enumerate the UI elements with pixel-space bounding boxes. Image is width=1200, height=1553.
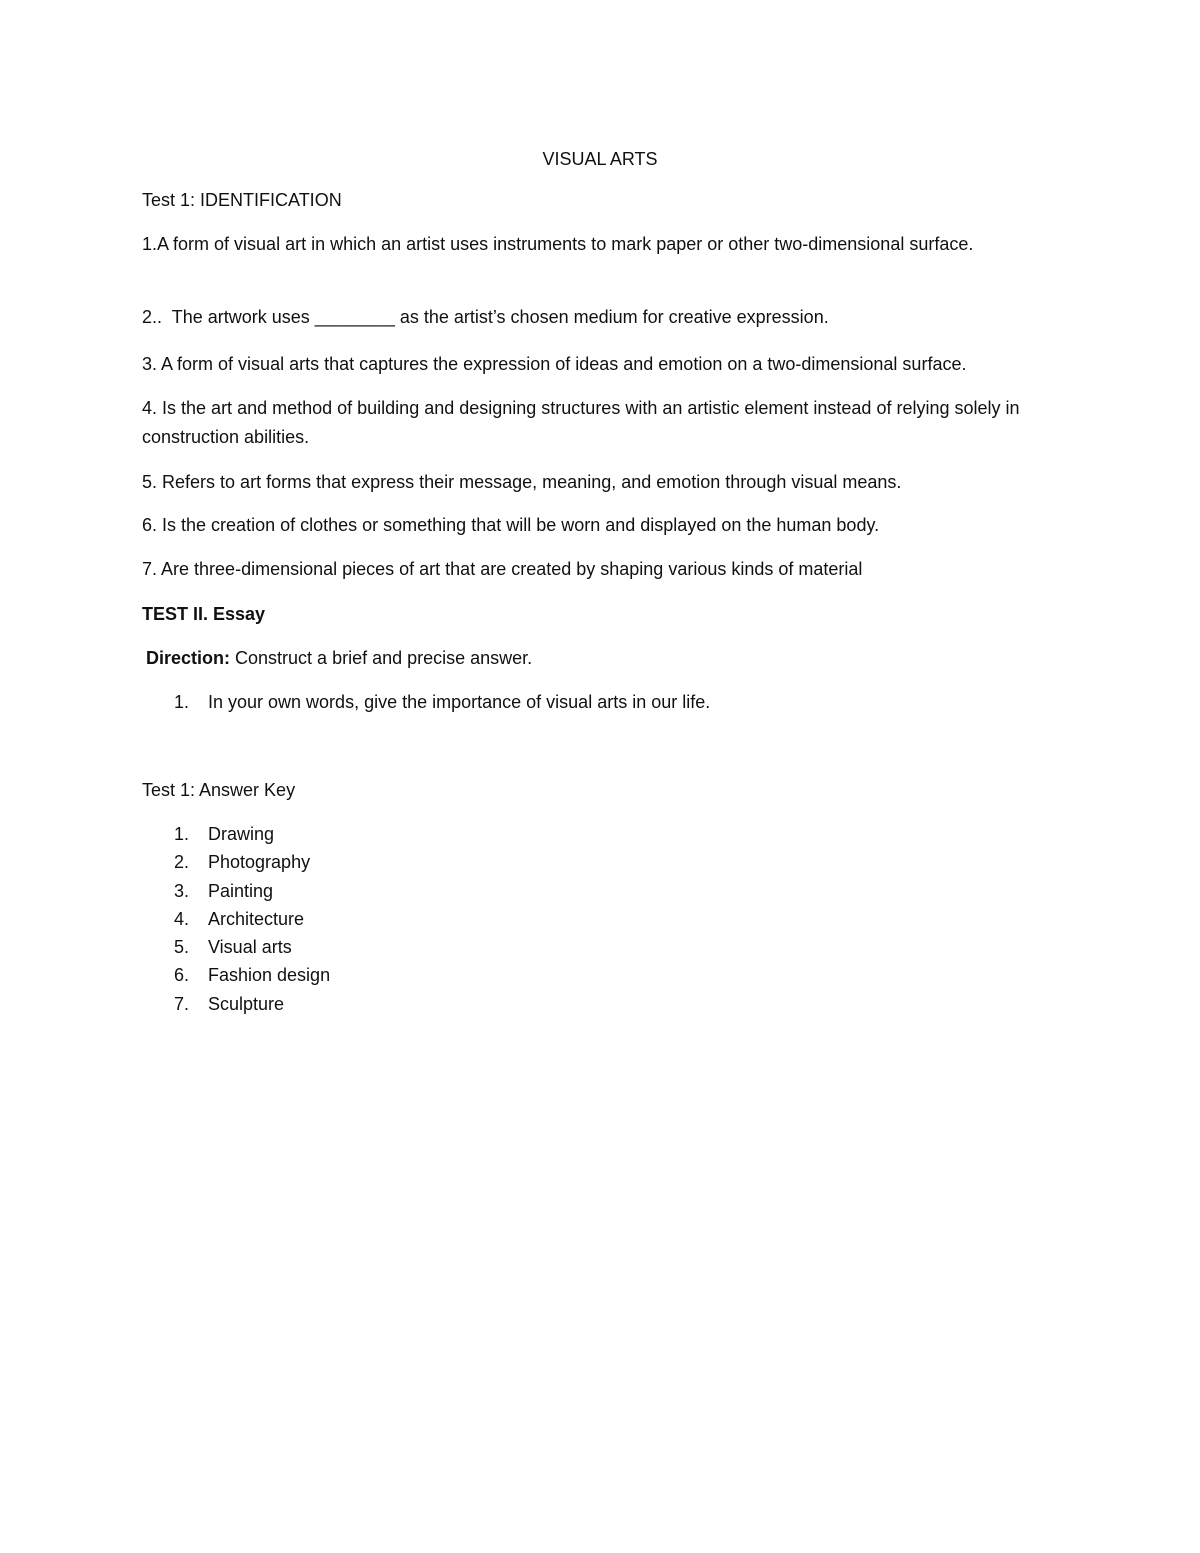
question-1 xyxy=(142,230,1062,259)
list-text: Painting xyxy=(208,880,274,901)
question-text: A form of visual art in which an artist uses instruments to mark paper or other two-dimensional surface. xyxy=(157,234,974,254)
question-number: 4. xyxy=(142,398,158,418)
question-4 xyxy=(142,394,1062,452)
list-number: 1. xyxy=(174,692,190,712)
question-text: The artwork uses ________ as the artist’s chosen medium for creative expression. xyxy=(171,307,829,327)
answer-key-heading: Test 1: Answer Key xyxy=(142,780,296,800)
list-text: Photography xyxy=(208,852,311,873)
question-5 xyxy=(142,468,1062,497)
list-item xyxy=(142,877,330,905)
question-2 xyxy=(142,303,1062,332)
list-item xyxy=(142,933,330,961)
list-number: 3. xyxy=(174,880,190,901)
question-6 xyxy=(142,511,1062,540)
test2-heading: TEST II. Essay xyxy=(142,604,266,624)
list-item xyxy=(142,848,330,876)
list-item xyxy=(142,961,330,989)
question-3 xyxy=(142,350,1062,379)
question-text: Refers to art forms that express their message, meaning, and emotion through visual means. xyxy=(162,472,902,492)
question-number: 7. xyxy=(142,559,158,579)
list-text: Visual arts xyxy=(208,937,292,958)
document-title: VISUAL ARTS xyxy=(542,149,658,169)
list-item xyxy=(142,820,330,848)
question-number: 1. xyxy=(142,234,158,254)
question-number: 5. xyxy=(142,472,158,492)
list-text: Sculpture xyxy=(208,993,285,1014)
essay-list xyxy=(142,688,710,716)
question-text: Is the art and method of building and designing structures with an artistic element instead of relying solely in construction abilities. xyxy=(142,398,1020,447)
list-number: 6. xyxy=(174,965,190,986)
list-item xyxy=(142,905,330,933)
list-item xyxy=(142,990,330,1018)
list-item xyxy=(142,688,710,716)
list-text: In your own words, give the importance of visual arts in our life. xyxy=(208,692,711,712)
list-number: 2. xyxy=(174,852,190,873)
direction-line xyxy=(146,644,532,672)
list-text: Drawing xyxy=(208,824,275,844)
list-number: 7. xyxy=(174,993,190,1014)
question-number: 3. xyxy=(142,354,158,374)
list-number: 1. xyxy=(174,824,190,844)
question-number: 2.. xyxy=(142,307,163,327)
list-number: 4. xyxy=(174,908,190,929)
answer-key-list xyxy=(142,820,330,1018)
question-text: A form of visual arts that captures the expression of ideas and emotion on a two-dimensional surface. xyxy=(161,354,967,374)
question-7 xyxy=(142,555,1062,584)
direction-label: Direction: xyxy=(146,648,231,668)
question-text: Is the creation of clothes or something that will be worn and displayed on the human body. xyxy=(162,515,880,535)
list-text: Architecture xyxy=(208,908,305,929)
list-text: Fashion design xyxy=(208,965,331,986)
question-text: Are three-dimensional pieces of art that are created by shaping various kinds of material xyxy=(161,559,863,579)
question-number: 6. xyxy=(142,515,158,535)
list-number: 5. xyxy=(174,937,190,958)
direction-text: Construct a brief and precise answer. xyxy=(235,648,533,668)
test1-heading: Test 1: IDENTIFICATION xyxy=(142,190,342,210)
